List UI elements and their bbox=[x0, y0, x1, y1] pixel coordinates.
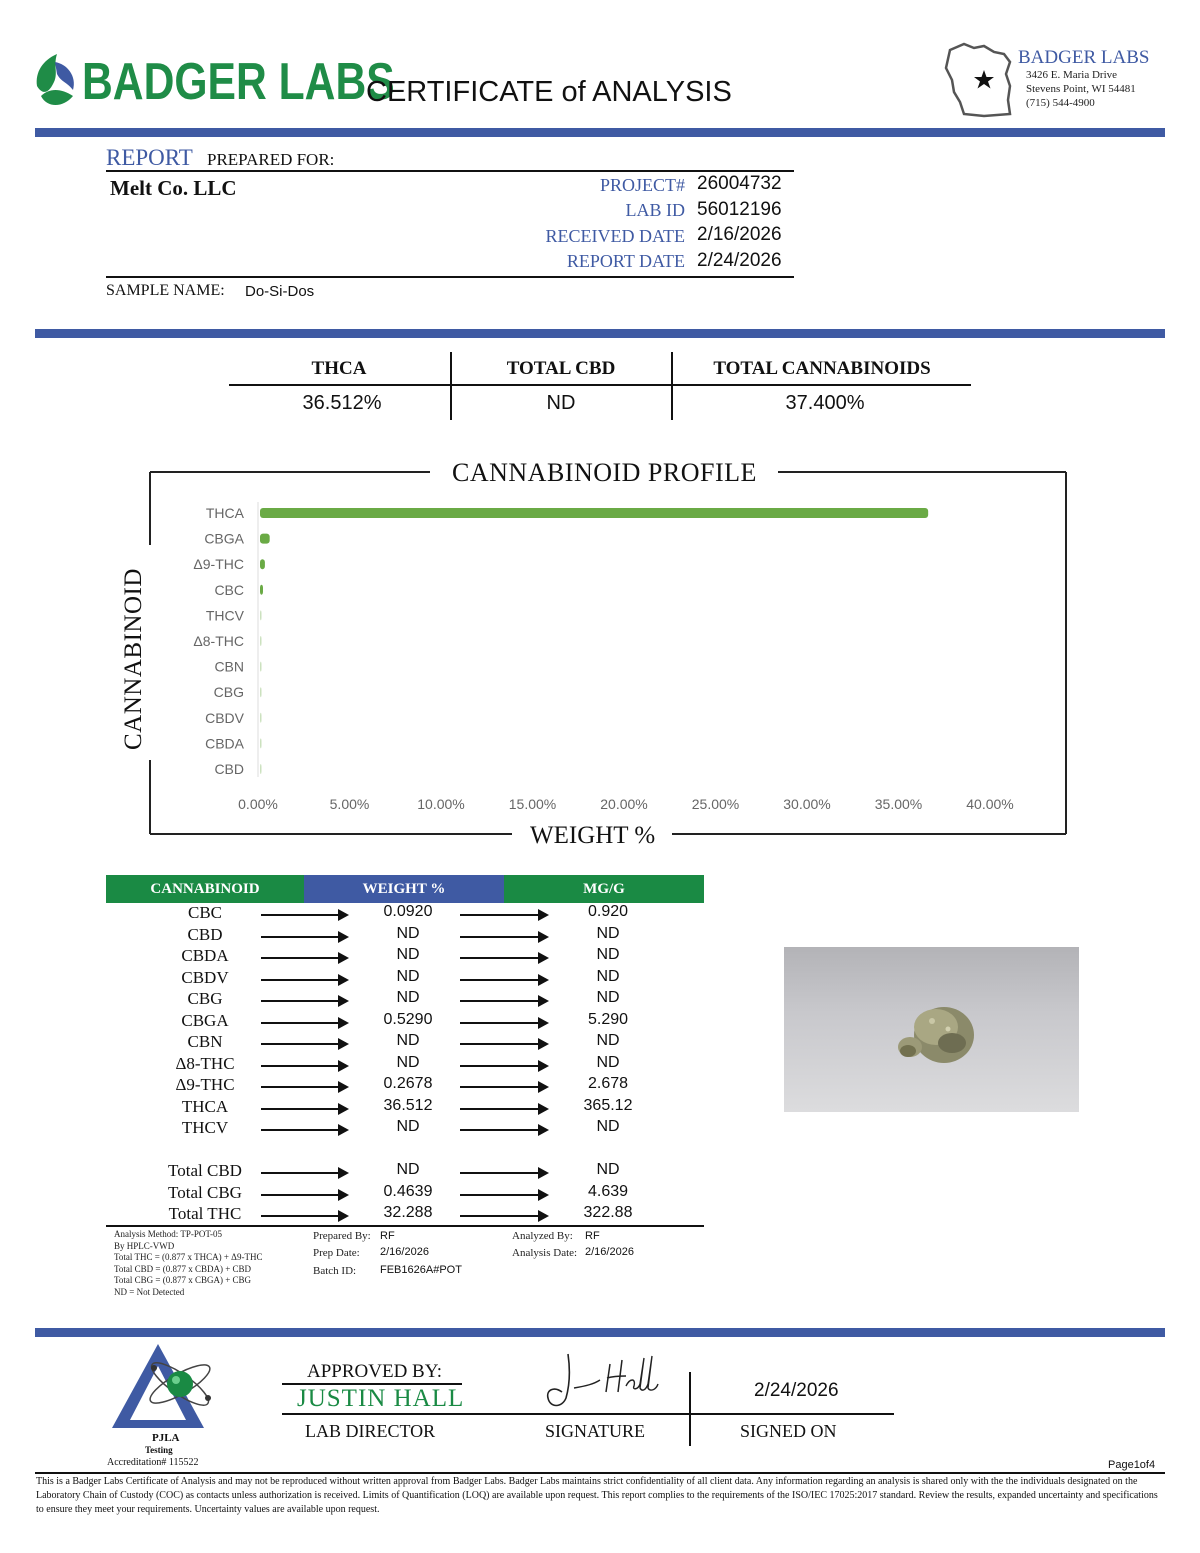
approver-title: LAB DIRECTOR bbox=[305, 1421, 436, 1441]
signed-on-label: SIGNED ON bbox=[740, 1421, 837, 1441]
approver-name: JUSTIN HALL bbox=[297, 1385, 465, 1412]
lab-address-line-1: 3426 E. Maria Drive bbox=[1026, 69, 1118, 81]
cannabinoid-name: Total THC bbox=[168, 1204, 242, 1223]
chart-x-tick-label: 5.00% bbox=[329, 796, 370, 812]
weight-percent-value: ND bbox=[396, 967, 420, 985]
row-arrow bbox=[261, 936, 347, 938]
signature-label: SIGNATURE bbox=[545, 1421, 646, 1441]
row-arrow bbox=[460, 1086, 547, 1088]
row-arrow bbox=[261, 979, 347, 981]
weight-percent-value: ND bbox=[396, 946, 420, 963]
handwritten-signature bbox=[540, 1348, 670, 1412]
method-note-line: Total CBD = (0.877 x CBDA) + CBD bbox=[114, 1263, 252, 1274]
mg-per-g-value: 0.920 bbox=[587, 903, 629, 920]
weight-percent-value: ND bbox=[396, 1032, 420, 1049]
chart-bar bbox=[260, 713, 262, 723]
method-note-line: By HPLC-VWD bbox=[114, 1240, 175, 1251]
weight-percent-value: ND bbox=[396, 924, 420, 942]
footer-divider bbox=[35, 1328, 1165, 1337]
signature-separator bbox=[689, 1372, 691, 1446]
weight-percent-value: 32.288 bbox=[383, 1204, 433, 1221]
column-header-mgg: MG/G bbox=[504, 875, 704, 903]
weight-percent-value: ND bbox=[396, 1118, 420, 1135]
chart-bar bbox=[260, 559, 265, 569]
row-arrow bbox=[460, 914, 547, 916]
prep-date: 2/16/2026 bbox=[380, 1246, 429, 1258]
cannabinoid-name: CBDV bbox=[181, 967, 229, 987]
document-title: CERTIFICATE of ANALYSIS bbox=[366, 76, 732, 108]
chart-x-tick-label: 30.00% bbox=[783, 796, 831, 812]
row-arrow bbox=[261, 1172, 347, 1174]
summary-total-cannabinoids-label: TOTAL CANNABINOIDS bbox=[713, 358, 931, 379]
row-arrow bbox=[261, 1108, 347, 1110]
project-number: 26004732 bbox=[697, 173, 782, 194]
analyzed-by-label: Analyzed By: bbox=[512, 1230, 573, 1242]
mg-per-g-value: ND bbox=[596, 946, 620, 963]
page-number: Page1of4 bbox=[1108, 1459, 1156, 1471]
cannabinoid-name: CBGA bbox=[181, 1010, 229, 1030]
method-note-line: Total THC = (0.877 x THCA) + Δ9-THC bbox=[114, 1252, 263, 1263]
row-arrow bbox=[261, 1000, 347, 1002]
weight-percent-value: 0.2678 bbox=[383, 1075, 433, 1092]
chart-category-label: Δ9-THC bbox=[193, 556, 244, 573]
weight-percent-value: 0.5290 bbox=[383, 1010, 433, 1028]
analysis-date-label: Analysis Date: bbox=[512, 1247, 578, 1259]
weight-percent-value: 36.512 bbox=[383, 1096, 433, 1114]
chart-category-label: CBN bbox=[214, 658, 244, 675]
chart-x-tick-label: 15.00% bbox=[508, 796, 557, 812]
cannabinoid-name: THCA bbox=[181, 1096, 229, 1116]
prep-date-label: Prep Date: bbox=[313, 1247, 360, 1259]
mg-per-g-value: ND bbox=[596, 924, 620, 942]
cannabinoid-name: Total CBG bbox=[168, 1183, 242, 1202]
pjla-testing-label: Testing bbox=[145, 1445, 173, 1455]
mg-per-g-value: ND bbox=[596, 1118, 620, 1135]
cannabinoid-name: CBC bbox=[187, 903, 223, 922]
row-arrow bbox=[460, 1065, 547, 1067]
mg-per-g-value: 322.88 bbox=[583, 1204, 633, 1221]
project-label: PROJECT# bbox=[599, 175, 685, 195]
brand-logo-text: BADGER LABS bbox=[82, 53, 395, 111]
chart-category-label: CBDA bbox=[205, 735, 244, 752]
summary-thca-label: THCA bbox=[311, 358, 367, 379]
chart-x-tick-label: 10.00% bbox=[417, 796, 465, 812]
row-arrow bbox=[261, 914, 347, 916]
mg-per-g-value: ND bbox=[596, 1161, 620, 1178]
weight-percent-value: 0.4639 bbox=[383, 1183, 433, 1200]
cannabinoid-name: CBN bbox=[187, 1032, 223, 1051]
chart-category-labels bbox=[193, 505, 244, 777]
mg-per-g-value: ND bbox=[596, 1032, 620, 1049]
row-arrow bbox=[460, 1108, 547, 1110]
header-divider bbox=[35, 128, 1165, 137]
batch-id-label: Batch ID: bbox=[313, 1265, 357, 1277]
chart-category-label: THCV bbox=[205, 607, 244, 624]
row-arrow bbox=[460, 1129, 547, 1131]
chart-frame bbox=[150, 472, 1066, 834]
mg-per-g-value: ND bbox=[596, 989, 620, 1006]
chart-bar bbox=[260, 687, 262, 697]
chart-category-label: THCA bbox=[205, 505, 244, 521]
chart-title: CANNABINOID PROFILE bbox=[452, 458, 757, 487]
column-header-cannabinoid: CANNABINOID bbox=[106, 875, 304, 903]
chart-category-label: CBG bbox=[213, 684, 244, 701]
prepared-by-label: Prepared By: bbox=[313, 1230, 371, 1242]
chart-x-tick-label: 40.00% bbox=[966, 796, 1014, 812]
row-arrow bbox=[261, 957, 347, 959]
chart-bar bbox=[260, 636, 262, 646]
badger-leaf-logo-icon bbox=[33, 52, 79, 110]
disclaimer-text: This is a Badger Labs Certificate of Analysis and may not be reproduced without written approval from Badger Labs. Badger Labs maintains strict confidentiality of all client data. Any information regarding an analysis is shared only with the the individuals designated on the Laboratory Chain of Custody (COC) as contacts unless authorization is received. Limits of Quantification (LOQ) are available upon request. This report complies to the requirements of the ISO/IEC 17025:2017 standard. Review the results, expanded uncertainty and specifications to ensure they meet your requirements. Uncertainty values are available upon request. bbox=[36, 1476, 1158, 1515]
wisconsin-map-icon bbox=[944, 40, 1020, 120]
cannabinoid-profile-chart bbox=[140, 455, 1076, 845]
lab-phone: (715) 544-4900 bbox=[1026, 97, 1095, 109]
chart-category-label: CBD bbox=[214, 761, 244, 777]
chart-bar bbox=[260, 534, 270, 544]
mg-per-g-value: ND bbox=[596, 1053, 620, 1071]
cannabinoid-name: Δ9-THC bbox=[175, 1075, 235, 1094]
method-note-line: Analysis Method: TP-POT-05 bbox=[114, 1229, 223, 1239]
sample-name: Do-Si-Dos bbox=[245, 283, 315, 300]
row-arrow bbox=[460, 1215, 547, 1217]
chart-x-axis-label: WEIGHT % bbox=[530, 822, 656, 849]
row-arrow bbox=[261, 1022, 347, 1024]
chart-bar bbox=[260, 508, 928, 518]
row-arrow bbox=[261, 1129, 347, 1131]
mg-per-g-value: 2.678 bbox=[587, 1075, 629, 1092]
mg-per-g-value: 365.12 bbox=[583, 1096, 633, 1114]
accreditation-number: Accreditation# 115522 bbox=[107, 1457, 199, 1468]
lab-address-line-2: Stevens Point, WI 54481 bbox=[1026, 83, 1136, 95]
method-note-line: Total CBG = (0.877 x CBGA) + CBG bbox=[114, 1275, 252, 1286]
column-header-weight: WEIGHT % bbox=[304, 875, 504, 903]
row-arrow bbox=[460, 1194, 547, 1196]
report-label: REPORT bbox=[106, 145, 193, 170]
chart-category-label: CBC bbox=[214, 581, 244, 598]
summary-total-cbd-value: ND bbox=[546, 392, 576, 414]
lab-name: BADGER LABS bbox=[1018, 47, 1150, 68]
method-note-line: ND = Not Detected bbox=[114, 1287, 185, 1297]
chart-bars bbox=[258, 502, 928, 777]
row-arrow bbox=[460, 1022, 547, 1024]
weight-percent-value: 0.0920 bbox=[383, 903, 433, 920]
cannabinoid-name: Δ8-THC bbox=[175, 1053, 235, 1073]
chart-category-label: Δ8-THC bbox=[193, 633, 244, 649]
prepared-for-label: PREPARED FOR: bbox=[207, 150, 335, 169]
row-arrow bbox=[261, 1194, 347, 1196]
chart-x-tick-labels bbox=[238, 796, 1014, 812]
received-date-label: RECEIVED DATE bbox=[545, 226, 685, 246]
sample-name-label: SAMPLE NAME: bbox=[106, 282, 225, 299]
analyzed-by: RF bbox=[585, 1230, 600, 1242]
report-bottom-rule bbox=[106, 276, 794, 278]
disclaimer-rule bbox=[35, 1472, 1165, 1474]
mg-per-g-value: ND bbox=[596, 967, 620, 985]
lab-id: 56012196 bbox=[697, 199, 782, 220]
chart-category-label: CBDV bbox=[205, 709, 244, 726]
chart-bar bbox=[260, 585, 263, 595]
lab-id-label: LAB ID bbox=[625, 200, 685, 220]
prepared-by: RF bbox=[380, 1230, 395, 1242]
received-date: 2/16/2026 bbox=[697, 224, 782, 245]
mg-per-g-value: 5.290 bbox=[587, 1010, 629, 1028]
cannabinoid-name: THCV bbox=[181, 1118, 229, 1137]
client-name: Melt Co. LLC bbox=[110, 176, 237, 200]
cannabinoid-name: Total CBD bbox=[168, 1161, 242, 1180]
summary-rule bbox=[229, 384, 971, 386]
summary-total-cannabinoids-value: 37.400% bbox=[785, 392, 865, 414]
signed-on-date: 2/24/2026 bbox=[754, 1380, 839, 1401]
chart-bar bbox=[260, 764, 262, 774]
chart-x-tick-label: 35.00% bbox=[874, 796, 923, 812]
pjla-label: PJLA bbox=[152, 1432, 180, 1444]
weight-percent-value: ND bbox=[396, 1053, 420, 1071]
analysis-date: 2/16/2026 bbox=[585, 1246, 634, 1258]
row-arrow bbox=[460, 1000, 547, 1002]
cannabinoid-name: CBD bbox=[187, 924, 223, 944]
report-date-label: REPORT DATE bbox=[566, 251, 685, 271]
row-arrow bbox=[460, 1043, 547, 1045]
chart-x-tick-label: 20.00% bbox=[600, 796, 648, 812]
summary-thca-value: 36.512% bbox=[302, 392, 382, 414]
row-arrow bbox=[261, 1065, 347, 1067]
chart-x-tick-label: 0.00% bbox=[238, 796, 278, 812]
cannabinoid-name: CBG bbox=[187, 989, 223, 1008]
report-top-rule bbox=[106, 170, 794, 172]
weight-percent-value: ND bbox=[396, 1161, 420, 1178]
batch-id: FEB1626A#POT bbox=[380, 1264, 462, 1276]
chart-category-label: CBGA bbox=[204, 530, 244, 547]
chart-y-axis-label: CANNABINOID bbox=[120, 568, 147, 750]
chart-bar bbox=[260, 738, 262, 748]
weight-percent-value: ND bbox=[396, 989, 420, 1006]
row-arrow bbox=[460, 936, 547, 938]
cannabinoid-name: CBDA bbox=[181, 946, 229, 965]
section-divider bbox=[35, 329, 1165, 338]
sample-photo bbox=[784, 947, 1079, 1112]
row-arrow bbox=[460, 957, 547, 959]
chart-bar bbox=[260, 662, 262, 672]
row-arrow bbox=[261, 1043, 347, 1045]
pjla-accreditation-logo-icon bbox=[108, 1340, 220, 1432]
table-bottom-rule bbox=[106, 1225, 704, 1227]
approved-by-label: APPROVED BY: bbox=[307, 1361, 442, 1382]
summary-total-cbd-label: TOTAL CBD bbox=[506, 358, 616, 379]
mg-per-g-value: 4.639 bbox=[587, 1183, 629, 1200]
chart-x-tick-label: 25.00% bbox=[691, 796, 740, 812]
row-arrow bbox=[261, 1086, 347, 1088]
chart-bar bbox=[260, 610, 262, 620]
row-arrow bbox=[261, 1215, 347, 1217]
row-arrow bbox=[460, 1172, 547, 1174]
row-arrow bbox=[460, 979, 547, 981]
signature-rule bbox=[282, 1413, 894, 1415]
report-date: 2/24/2026 bbox=[697, 250, 782, 271]
